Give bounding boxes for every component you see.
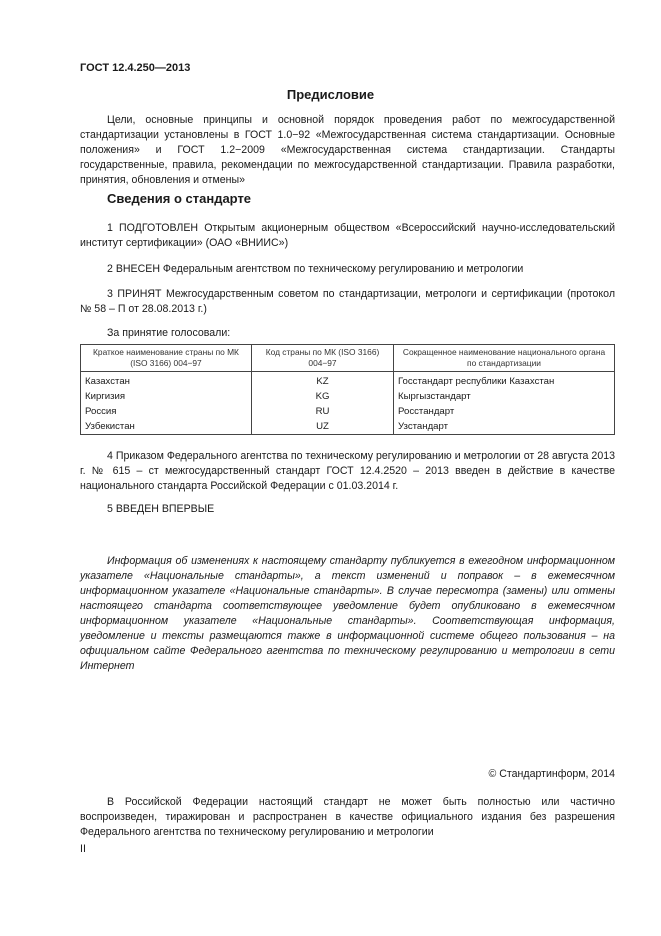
body-cell: Узстандарт bbox=[394, 419, 615, 435]
country-cell: Киргизия bbox=[81, 389, 252, 404]
preface-title: Предисловие bbox=[286, 87, 375, 102]
vote-table bbox=[80, 344, 615, 435]
preface-text: Цели, основные принципы и основной порядок проведения работ по межгосударственной стандартизации установлены в ГОСТ 1.0−92 «Межгосударственная система стандартизации. Основные положения» и ГОСТ 1.2−2009 «Межгосударственная система стандартизации. Стандарты государственные, правила, рекомендации по межгосударственной стандартизации. Правила разработки, принятия, обновления и отмены» bbox=[80, 114, 615, 186]
body-cell: Кыргызстандарт bbox=[394, 389, 615, 404]
document-code: ГОСТ 12.4.250—2013 bbox=[80, 62, 191, 74]
table-row bbox=[81, 372, 615, 390]
info-item-3: 3 ПРИНЯТ Межгосударственным советом по стандартизации, метрологи и сертификации (протокол № 58 – П от 28.08.2013 г.) bbox=[80, 288, 615, 315]
code-cell: UZ bbox=[252, 419, 394, 435]
country-cell: Узбекистан bbox=[81, 419, 252, 435]
column-header-body: Сокращенное наименование национального органа по стандартизации bbox=[394, 345, 615, 372]
table-row bbox=[81, 389, 615, 404]
country-cell: Россия bbox=[81, 404, 252, 419]
body-cell: Госстандарт республики Казахстан bbox=[394, 372, 615, 390]
info-item-2: 2 ВНЕСЕН Федеральным агентством по техническому регулированию и метрологии bbox=[107, 263, 524, 275]
standard-info-title: Сведения о стандарте bbox=[107, 191, 252, 206]
country-cell: Казахстан bbox=[81, 372, 252, 390]
reproduction-notice: В Российской Федерации настоящий стандарт не может быть полностью или частично воспроизведен, тиражирован и распространен в качестве официального издания без разрешения Федерального агентства по техническому регулированию и метрологии bbox=[80, 796, 615, 838]
table-row bbox=[81, 404, 615, 419]
info-item-5: 5 ВВЕДЕН ВПЕРВЫЕ bbox=[107, 503, 215, 515]
info-item-1: 1 ПОДГОТОВЛЕН Открытым акционерным обществом «Всероссийский научно-исследовательский институт сертификации» (ОАО «ВНИИС») bbox=[80, 222, 615, 249]
vote-table-header-row bbox=[81, 345, 615, 372]
vote-label: За принятие голосовали: bbox=[107, 327, 231, 339]
code-cell: RU bbox=[252, 404, 394, 419]
column-header-country: Краткое наименование страны по МК (ISO 3166) 004−97 bbox=[81, 345, 252, 372]
code-cell: KG bbox=[252, 389, 394, 404]
page-number: II bbox=[80, 843, 86, 855]
copyright: © Стандартинформ, 2014 bbox=[488, 768, 615, 780]
column-header-code: Код страны по МК (ISO 3166) 004−97 bbox=[252, 345, 394, 372]
table-row bbox=[81, 419, 615, 435]
notice-text: Информация об изменениях к настоящему стандарту публикуется в ежегодном информационном указателе «Национальные стандарты», а текст изменений и поправок – в ежемесячном информационном указателе «Национальные стандарты». В случае пересмотра (замены) или отмены настоящего стандарта соответствующее уведомление будет опубликовано в ежемесячном информационном указателе «Национальные стандарты». Соответствующая информация, уведомление и тексты размещаются также в информационной системе общего пользования – на официальном сайте Федерального агентства по техническому регулированию и метрологии в сети Интернет bbox=[80, 555, 615, 672]
body-cell: Росстандарт bbox=[394, 404, 615, 419]
code-cell: KZ bbox=[252, 372, 394, 390]
info-item-4: 4 Приказом Федерального агентства по техническому регулированию и метрологии от 28 августа 2013 г. № 615 – ст межгосударственный стандарт ГОСТ 12.4.2520 – 2013 введен в действие в качестве национального стандарта Российской Федерации с 01.03.2014 г. bbox=[80, 450, 615, 492]
